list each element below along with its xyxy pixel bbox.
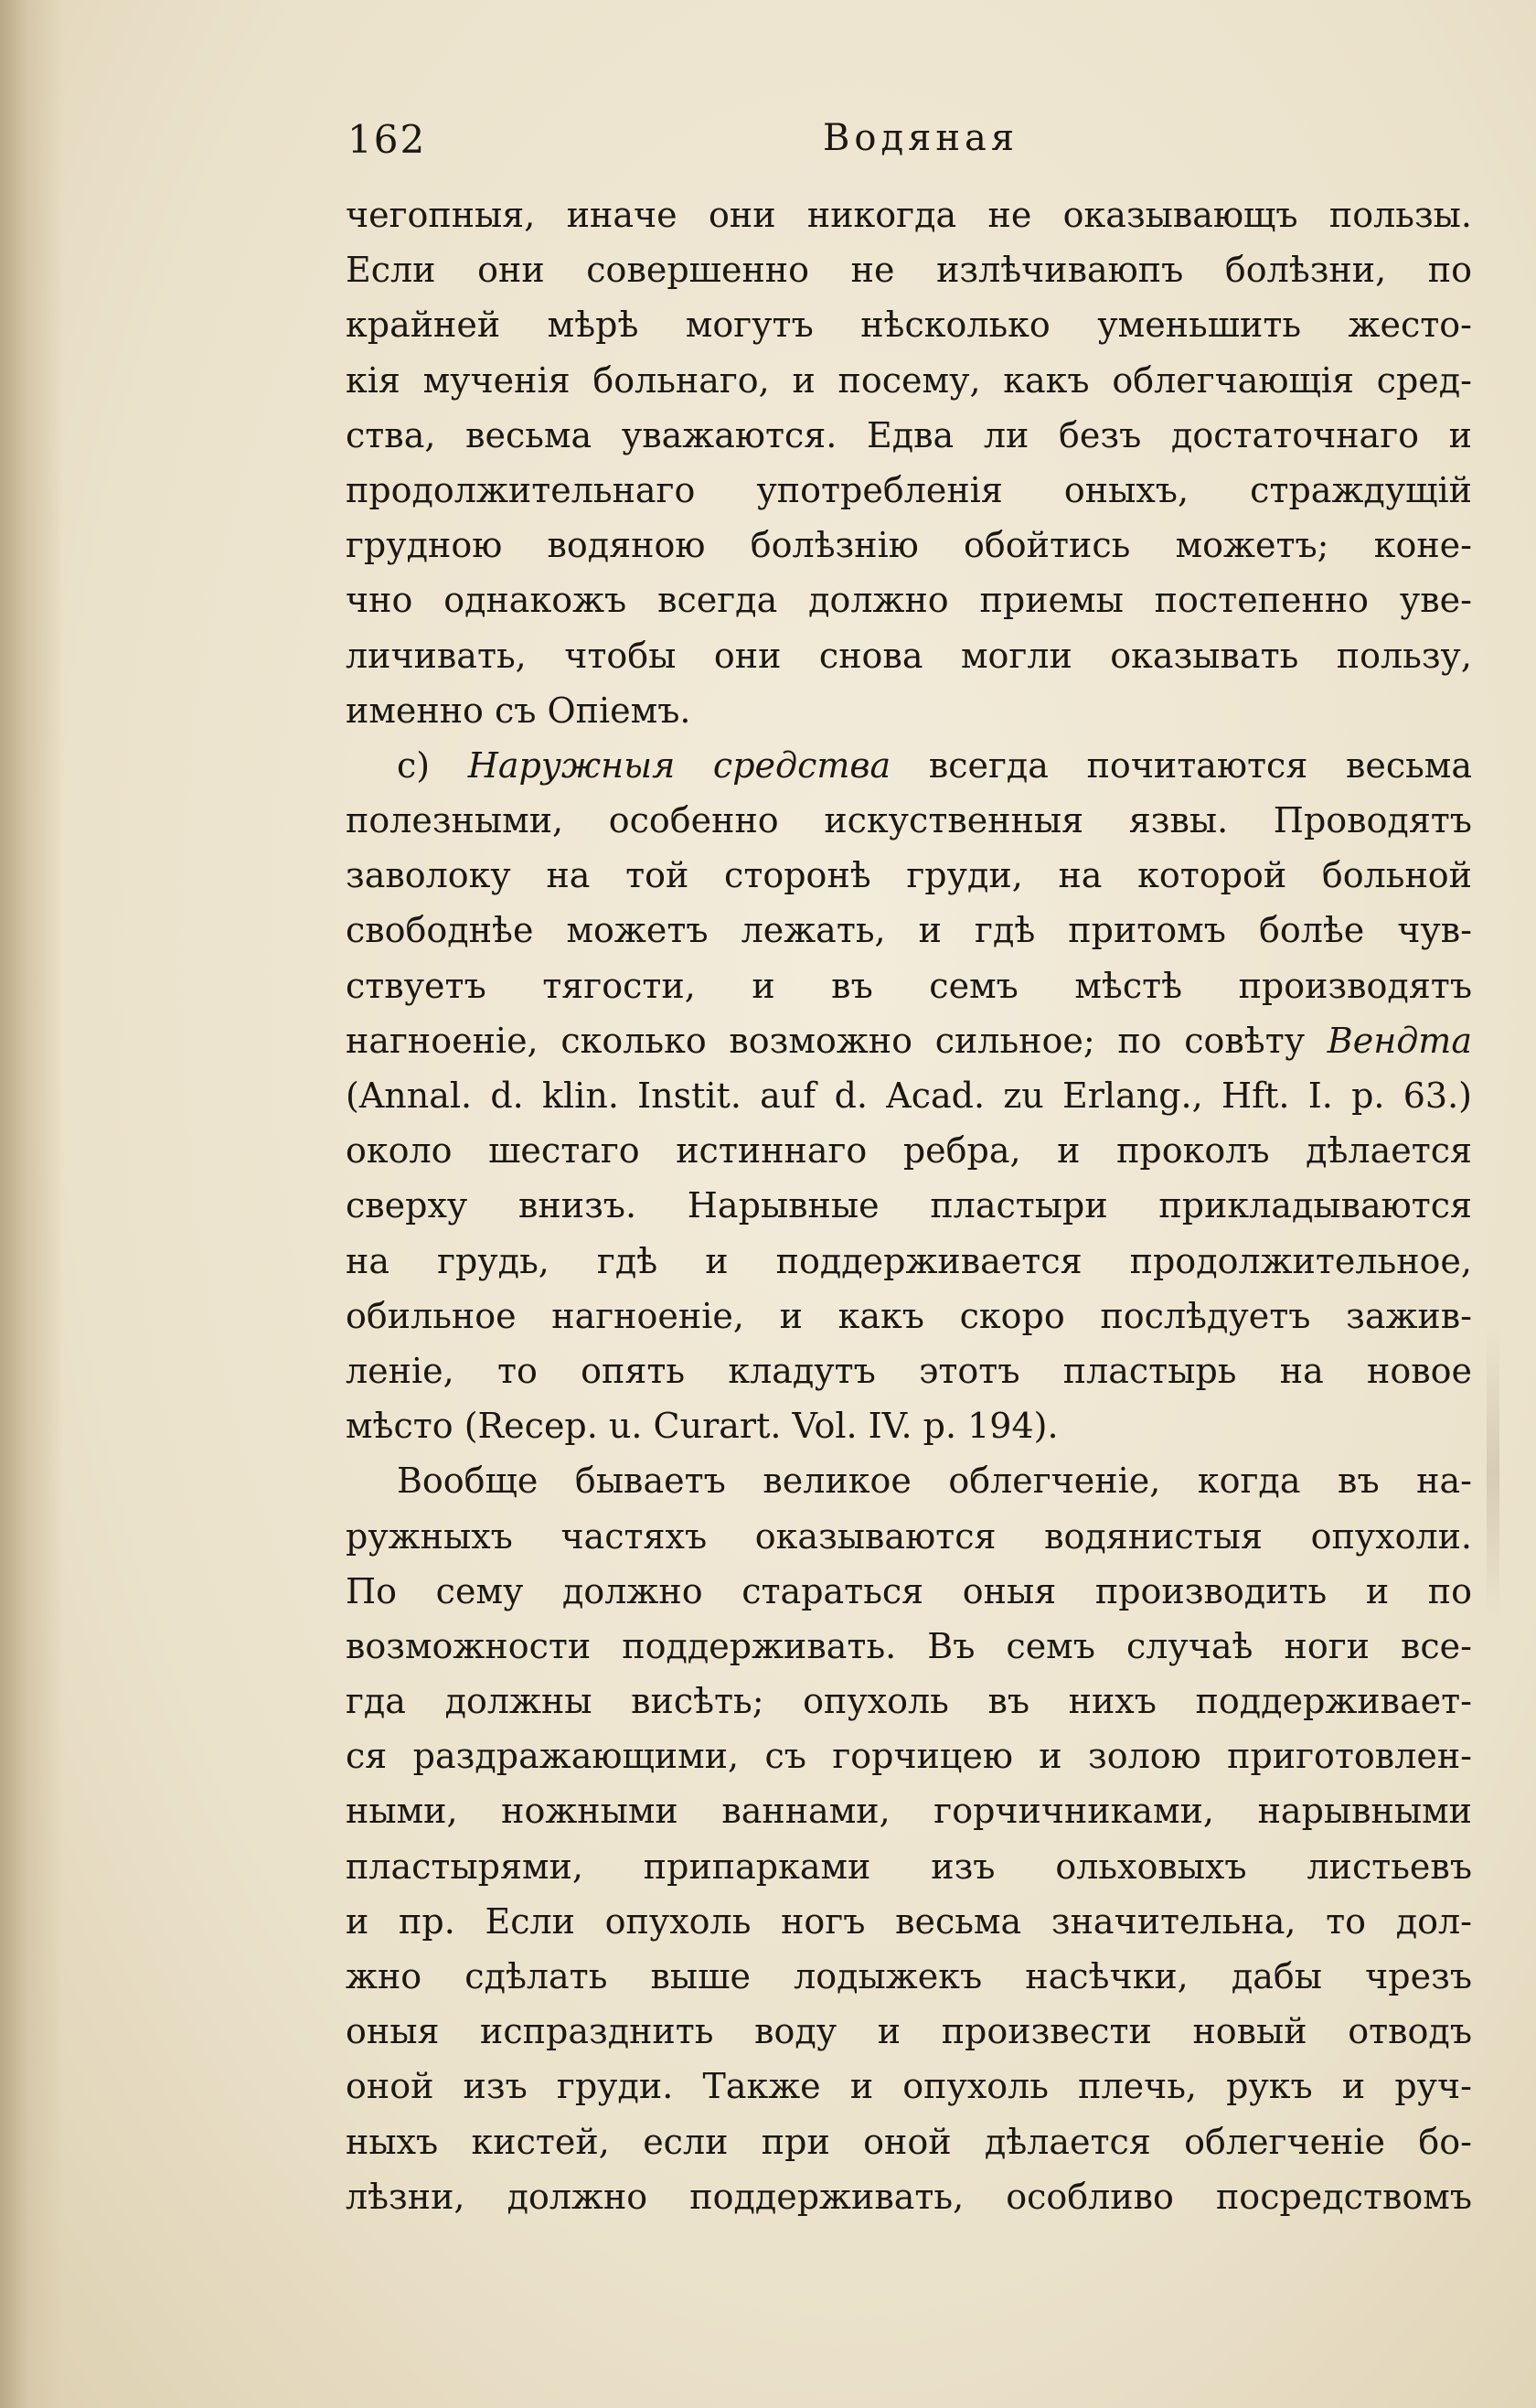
page-header [347,117,1454,172]
text-line: лѣзни, должно поддерживать, особливо посредствомъ [346,2176,1472,2217]
text-line: свободнѣе можетъ лежать, и гдѣ притомъ болѣе чув- [346,910,1472,951]
spine-shadow [0,0,64,2408]
text-line: около шестаго истиннаго ребра, и проколъ дѣлается [346,1130,1472,1172]
text-line: чно однакожъ всегда должно приемы постепенно уве- [346,580,1472,621]
text-line-rest: всегда почитаются весьма [891,744,1472,786]
text-line: возможности поддерживать. Въ семъ случаѣ ноги все- [346,1625,1472,1666]
page-stain [1487,1326,1499,1619]
text-line: пластырями, припарками изъ ольховыхъ листьевъ [346,1846,1472,1887]
text-line-with-italic [346,738,1472,793]
text-line: продолжительнаго употребленія оныхъ, страждущій [346,469,1472,510]
text-line-start: нагноеніе, сколько возможно сильное; по совѣту [346,1020,1328,1061]
text-line: на грудь, гдѣ и поддерживается продолжительное, [346,1240,1472,1281]
citation-line: (Annal. d. klin. Instit. auf d. Acad. zu Erlang., Hft. I. p. 63.) [346,1076,1472,1116]
text-line: ныхъ кистей, если при оной дѣлается облегченіе бо- [346,2121,1472,2162]
text-line-with-italic [346,1013,1472,1068]
text-line: грудною водяною болѣзнію обойтись можетъ; коне- [346,525,1472,566]
text-line: кія мученія больнаго, и посему, какъ облегчающія сред- [346,359,1472,401]
text-line: Если они совершенно не излѣчиваюпъ болѣзни, по [346,250,1472,291]
text-line: оныя испразднить воду и произвести новый отводъ [346,2011,1472,2052]
text-line: и пр. Если опухоль ногъ весьма значительна, то дол- [346,1900,1472,1942]
text-line: полезными, особенно искуственныя язвы. Проводятъ [346,800,1472,841]
text-line: заволоку на той сторонѣ груди, на которой больной [346,855,1472,896]
running-title: Водяная [823,117,1019,159]
text-line: крайней мѣрѣ могутъ нѣсколько уменьшить жесто- [346,305,1472,346]
text-line: ными, ножными ваннами, горчичниками, нарывными [346,1791,1472,1832]
text-line: именно съ Опіемъ. [346,690,691,731]
italic-term: Наружныя средства [467,744,891,786]
text-line: личивать, чтобы они снова могли оказывать пользу, [346,635,1472,676]
text-line: обильное нагноеніе, и какъ скоро послѣдуетъ зажив- [346,1295,1472,1336]
list-marker: c) [397,744,468,786]
text-line: ся раздражающими, съ горчицею и золою приготовлен- [346,1736,1472,1777]
citation-line: мѣсто (Recep. u. Curart. Vol. IV. p. 194). [346,1406,1059,1447]
text-line: чегопныя, иначе они никогда не оказывающъ пользы. [346,195,1472,235]
body-text [346,187,1472,2224]
text-line: гда должны висѣть; опухоль въ нихъ поддерживает- [346,1681,1472,1722]
text-line: Вообще бываетъ великое облегченіе, когда въ на- [397,1461,1472,1502]
text-line: леніе, то опять кладутъ этотъ пластырь на новое [346,1350,1472,1391]
text-line: жно сдѣлать выше лодыжекъ насѣчки, дабы чрезъ [346,1956,1472,1996]
text-line: ства, весьма уважаются. Едва ли безъ достаточнаго и [346,414,1472,455]
text-line: сверху внизъ. Нарывные пластыри прикладываются [346,1185,1472,1226]
page-number: 162 [347,117,427,162]
text-line: ружныхъ частяхъ оказываются водянистыя опухоли. [346,1515,1472,1557]
text-line: оной изъ груди. Также и опухоль плечь, рукъ и руч- [346,2066,1472,2107]
text-line: По сему должно стараться оныя производить и по [346,1570,1472,1611]
italic-author: Вендта [1327,1020,1472,1061]
text-line: ствуетъ тягости, и въ семъ мѣстѣ производятъ [346,965,1472,1006]
